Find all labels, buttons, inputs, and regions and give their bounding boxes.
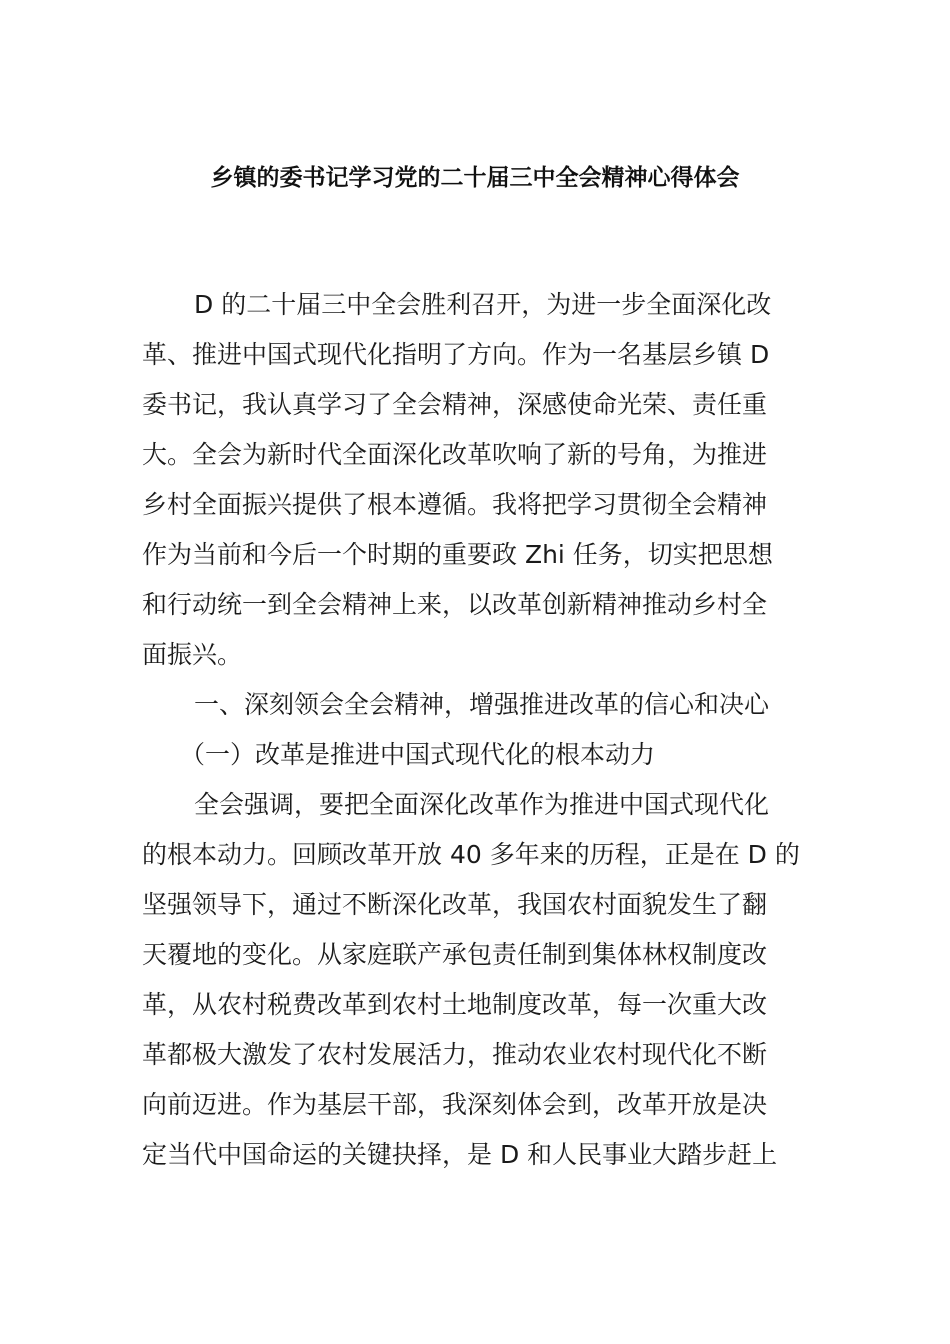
paragraph-line: 的根本动力。回顾改革开放 40 多年来的历程，正是在 D 的 <box>142 840 800 869</box>
paragraph-line: 全会强调，要把全面深化改革作为推进中国式现代化 <box>194 790 770 819</box>
paragraph-line: 革都极大激发了农村发展活力，推动农业农村现代化不断 <box>142 1040 768 1069</box>
subsection-heading: （一）改革是推进中国式现代化的根本动力 <box>180 740 656 769</box>
document-title: 乡镇的委书记学习党的二十届三中全会精神心得体会 <box>210 165 740 191</box>
paragraph-line: 坚强领导下，通过不断深化改革，我国农村面貌发生了翻 <box>142 890 768 919</box>
paragraph-line: 乡村全面振兴提供了根本遵循。我将把学习贯彻全会精神 <box>142 490 768 519</box>
paragraph-line: 委书记，我认真学习了全会精神，深感使命光荣、责任重 <box>142 390 768 419</box>
section-heading: 一、深刻领会全会精神，增强推进改革的信心和决心 <box>194 690 770 719</box>
paragraph-line: 向前迈进。作为基层干部，我深刻体会到，改革开放是决 <box>142 1090 768 1119</box>
document-body <box>142 280 810 1180</box>
paragraph-line: 面振兴。 <box>142 640 243 669</box>
paragraph-line: 革，从农村税费改革到农村土地制度改革，每一次重大改 <box>142 990 768 1019</box>
paragraph-line: 定当代中国命运的关键抉择，是 D 和人民事业大踏步赶上 <box>142 1140 778 1169</box>
paragraph-line: 天覆地的变化。从家庭联产承包责任制到集体林权制度改 <box>142 940 768 969</box>
paragraph-line: 大。全会为新时代全面深化改革吹响了新的号角，为推进 <box>142 440 768 469</box>
paragraph-line: 作为当前和今后一个时期的重要政 Zhi 任务，切实把思想 <box>142 540 773 569</box>
paragraph-line: 革、推进中国式现代化指明了方向。作为一名基层乡镇 D <box>142 340 770 369</box>
paragraph-line: 和行动统一到全会精神上来，以改革创新精神推动乡村全 <box>142 590 768 619</box>
paragraph-line: D 的二十届三中全会胜利召开，为进一步全面深化改 <box>194 290 772 319</box>
